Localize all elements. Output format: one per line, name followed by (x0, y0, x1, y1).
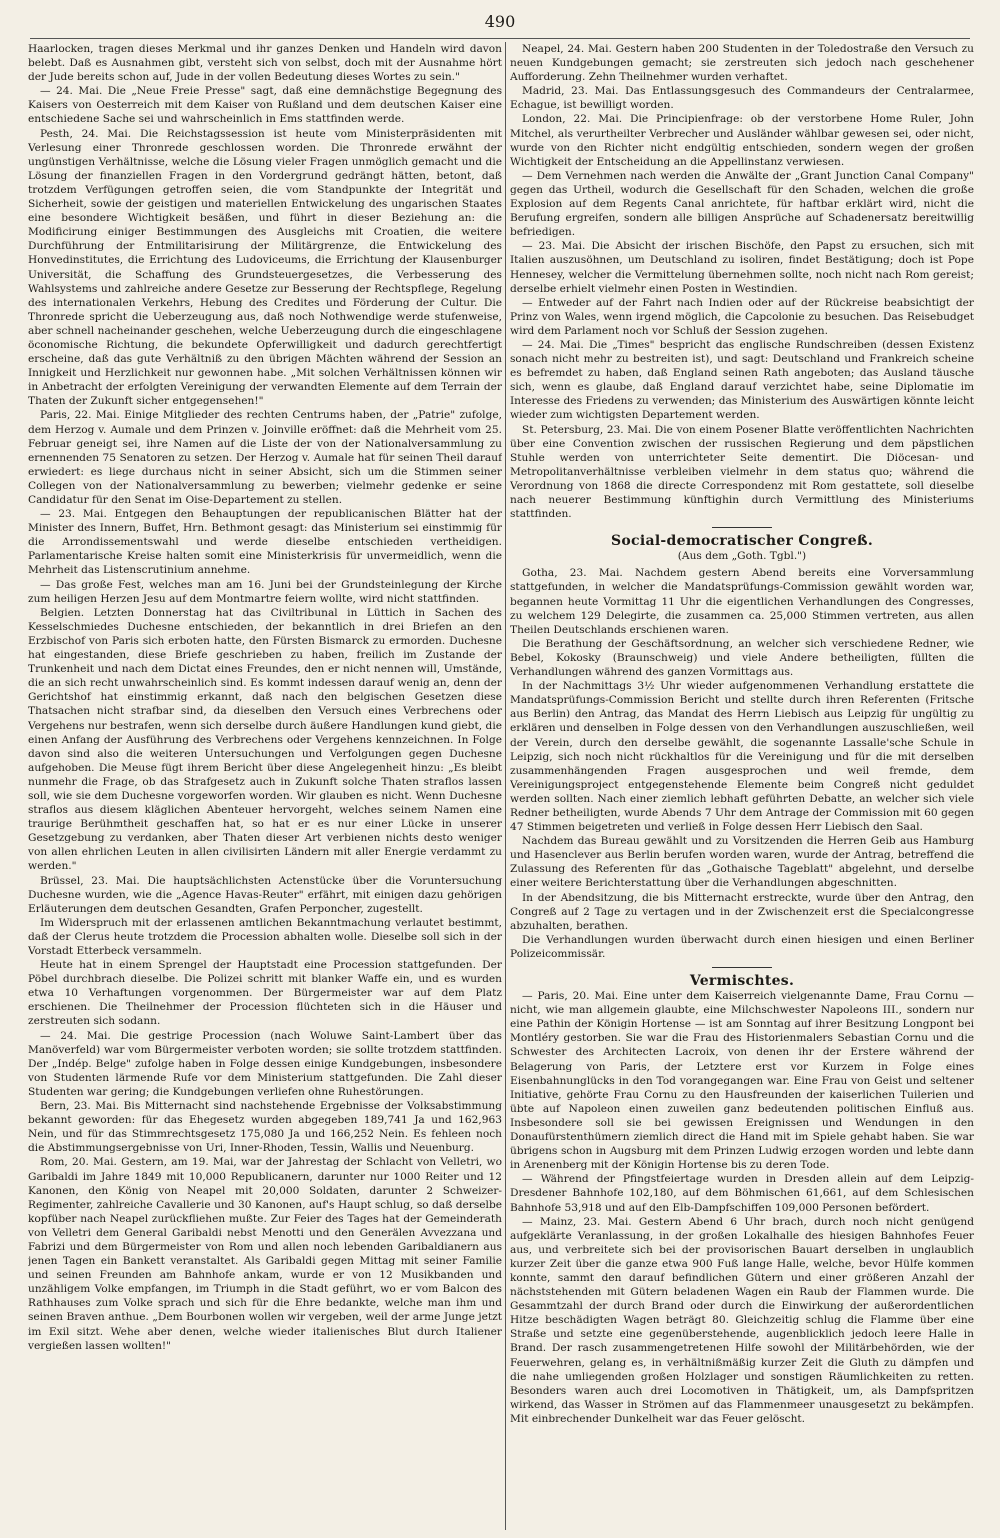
article-paragraph: Haarlocken, tragen dieses Merkmal und ihr ganzes Denken und Handeln wird davon belebt. Daß es Ausnahmen gibt, versteht sich von selbst, doch mit der Ausnahme hört der Jude bereits schon auf, Jude in der vollen Bedeutung dieses Wortes zu sein." (28, 43, 502, 84)
article-paragraph: Bern, 23. Mai. Bis Mitternacht sind nachstehende Ergebnisse der Volksabstimmung bekannt geworden: für das Ehegesetz wurden abgegeben 189,741 Ja und 162,963 Nein, und für das Stimmrechtsgesetz 175,080 Ja und 166,252 Nein. Es fehleen noch die Abstimmungsergebnisse von Uri, Inner-Rhoden, Tessin, Wallis und Neuenburg. (28, 1100, 502, 1155)
article-paragraph: Belgien. Letzten Donnerstag hat das Civiltribunal in Lüttich in Sachen des Kesselschmiedes Duchesne entschieden, der bekanntlich in drei Briefen an den Erzbischof von Paris sich erboten hatte, den Fürsten Bismarck zu ermorden. Duchesne hat eingestanden, diese Briefe geschrieben zu haben, freilich im Zustande der Trunkenheit und nach dem Dictat eines Freundes, den er nicht nennen will, Umstände, die an sich recht unwahrscheinlich sind. Es kommt indessen darauf wenig an, denn der Gerichtshof hat einstimmig erkannt, daß nach den belgischen Gesetzen diese Thatsachen nicht strafbar sind, da dieselben den Versuch eines Verbrechens oder Vergehens nur bestrafen, wenn sich derselbe durch äußere Handlungen kund giebt, die einen Anfang der Ausführung des Verbrechens oder Vergehens kennzeichnen. In Folge davon sind also die weiteren Untersuchungen und Verfolgungen gegen Duchesne aufgehoben. Die Meuse fügt ihrem Bericht über diese Angelegenheit hinzu: „Es bleibt nunmehr die Frage, ob das Strafgesetz auch in Zukunft solche Thaten straflos lassen soll, wie sie dem Duchesne vorgeworfen worden. Wir glauben es nicht. Wenn Duchesne straflos aus diesem kläglichen Abenteuer hervorgeht, welches seinem Namen eine traurige Berühmtheit geschaffen hat, so hat er es nur einer Lücke in unserer Gesetzgebung zu verdanken, aber Thaten dieser Art verbienen nichts desto weniger von allen ehrlichen Leuten in allen civilisirten Ländern mit aller Energie verdammt zu werden." (28, 606, 502, 873)
section-divider (712, 967, 772, 968)
article-paragraph: Im Widerspruch mit der erlassenen amtlichen Bekanntmachung verlautet bestimmt, daß der Clerus heute trotzdem die Procession abhalten wolle. Dieselbe soll sich in der Vorstadt Etterbeck versammeln. (28, 916, 502, 957)
page-number: 490 (484, 12, 516, 31)
article-paragraph: Madrid, 23. Mai. Das Entlassungsgesuch des Commandeurs der Centralarmee, Echague, ist bewilligt worden. (510, 85, 974, 112)
article-paragraph: — Entweder auf der Fahrt nach Indien oder auf der Rückreise beabsichtigt der Prinz von Wales, wenn irgend möglich, die Capcolonie zu besuchen. Das Reisebudget wird dem Parlament noch vor Schluß der Session zugehen. (510, 296, 974, 337)
article-paragraph: — 23. Mai. Entgegen den Behauptungen der republicanischen Blätter hat der Minister des Innern, Buffet, Hrn. Bethmont gesagt: das Ministerium sei einstimmig für die Arrondissementswahl und werde dieselbe entschieden vertheidigen. Parlamentarische Kreise halten somit eine Ministerkrisis für unvermeidlich, wenn die Mehrheit das Listenscrutinium annehme. (28, 508, 502, 577)
article-paragraph: — Dem Vernehmen nach werden die Anwälte der „Grant Junction Canal Company" gegen das Urtheil, wodurch die Gesellschaft für den Schaden, welchen die große Explosion auf dem Regents Canal anrichtete, für haftbar erklärt wird, nicht die Berufung ergreifen, sondern alle billigen Ansprüche auf Schadenersatz bereitwillig befriedigen. (510, 169, 974, 239)
article-paragraph: St. Petersburg, 23. Mai. Die von einem Posener Blatte veröffentlichten Nachrichten über eine Convention zwischen der russischen Regierung und dem päpstlichen Stuhle werden von unterrichteter Seite dementirt. Die Diöcesan- und Metropolitanverhältnisse verbleiben vielmehr in dem status quo; während die Verordnung von 1868 die directe Correspondenz mit Rom gestattete, soll dieselbe nach neuerer Bestimmung künftighin durch Vermittlung des Ministeriums stattfinden. (510, 423, 974, 521)
top-rule (30, 38, 970, 39)
article-paragraph: Die Berathung der Geschäftsordnung, an welcher sich verschiedene Redner, wie Bebel, Kokosky (Braunschweig) und viele Andere betheiligten, füllten die Verhandlungen während des ganzen Vormittags aus. (510, 637, 974, 679)
article-paragraph: Gotha, 23. Mai. Nachdem gestern Abend bereits eine Vorversammlung stattgefunden, in welcher die Mandatsprüfungs-Commission gewählt worden war, begannen heute Vormittag 11 Uhr die eigentlichen Verhandlungen des Congresses, zu welchem 129 Delegirte, die zusammen ca. 25,000 Stimmen vertreten, aus allen Theilen Deutschlands erschienen waren. (510, 567, 974, 636)
section-source: (Aus dem „Goth. Tgbl.") (677, 550, 807, 563)
column-divider (505, 42, 506, 1530)
article-paragraph: — 24. Mai. Die gestrige Procession (nach Woluwe Saint-Lambert über das Manöverfeld) war vom Bürgermeister verboten worden; sie sollte trotzdem stattfinden. Der „Indép. Belge" zufolge haben in Folge dessen einige Kundgebungen, insbesondere von Studenten lärmende Rufe vor dem Ministerium stattgefunden. Die Zahl dieser Studenten war gering; die Kundgebungen verliefen ohne Ruhestörungen. (28, 1029, 502, 1098)
article-paragraph: — 24. Mai. Die „Neue Freie Presse" sagt, daß eine demnächstige Begegnung des Kaisers von Oesterreich mit dem Kaiser von Rußland und dem deutschen Kaiser eine entschiedene Sache sei und wahrscheinlich in Ems stattfinden werde. (28, 85, 502, 126)
article-paragraph: Die Verhandlungen wurden überwacht durch einen hiesigen und einen Berliner Polizeicommissär. (510, 933, 974, 960)
article-paragraph: — Während der Pfingstfeiertage wurden in Dresden allein auf dem Leipzig-Dresdener Bahnhofe 102,180, auf dem Böhmischen 61,661, auf dem Schlesischen Bahnhofe 53,918 und auf den Elb-Dampfschiffen 109,000 Personen befördert. (510, 1173, 974, 1214)
right-column (510, 42, 974, 1522)
article-paragraph: — Paris, 20. Mai. Eine unter dem Kaiserreich vielgenannte Dame, Frau Cornu — nicht, wie man allgemein glaubte, eine Milchschwester Napoleons III., sondern nur eine Pathin der Königin Hortense — ist am Sonntag auf ihrer Besitzung Longpont bei Montléry gestorben. Sie war die Frau des Historienmalers Sebastian Cornu und die Schwester des Architecten Lacroix, von denen ihr der Erstere während der Belagerung von Paris, der Letztere erst vor Kurzem in Folge eines Eisenbahnunglücks in den Tod vorangegangen war. Eine Frau von Geist und seltener Initiative, gehörte Frau Cornu zu den Hausfreunden der kaiserlichen Tuilerien und übte auf Napoleon einen zuweilen ganz bedeutenden politischen Einfluß aus. Insbesondere soll sie bei gewissen Ereignissen und Wendungen in den Donaufürstenthümern ziemlich direct die Hand mit im Spiele gehabt haben. Sie war übrigens schon in Augsburg mit dem Prinzen Ludwig erzogen worden und lebte dann in Arenenberg mit der Königin Hortense bis zu deren Tode. (510, 990, 974, 1172)
article-paragraph: In der Nachmittags 3½ Uhr wieder aufgenommenen Verhandlung erstattete die Mandatsprüfungs-Commission Bericht und stellte durch ihren Referenten (Fritsche aus Berlin) den Antrag, das Mandat des Herrn Liebisch aus Leipzig für ungültig zu erklären und denselben in Folge dessen von den Verhandlungen auszuschließen, weil der Verein, durch den derselbe gewählt, die sogenannte Lassalle'sche Schule in Leipzig, sich noch nicht rückhaltlos für die Vereinigung und für die mit derselben zusammenhängenden Fragen ausgesprochen und weil fremde, dem Vereinigungsproject entgegenstehende Elemente beim Congreß nicht geduldet werden sollten. Nach einer ziemlich lebhaft geführten Debatte, an welcher sich viele Redner betheiligten, wurde Abends 7 Uhr dem Antrage der Commission mit 60 gegen 47 Stimmen beigetreten und verließ in Folge dessen Herr Liebisch den Saal. (510, 680, 974, 834)
article-paragraph: — Das große Fest, welches man am 16. Juni bei der Grundsteinlegung der Kirche zum heiligen Herzen Jesu auf dem Montmartre feiern wollte, wird nicht stattfinden. (28, 578, 502, 605)
article-paragraph: Heute hat in einem Sprengel der Hauptstadt eine Procession stattgefunden. Der Pöbel durchbrach dieselbe. Die Polizei schritt mit blanker Waffe ein, und es wurden etwa 10 Verhaftungen vorgenommen. Der Bürgermeister war auf dem Platz erschienen. Die Theilnehmer der Procession flüchteten sich in die Häuser und zerstreuten sich sodann. (28, 959, 502, 1028)
section-heading-misc: Vermischtes. (689, 973, 795, 989)
article-paragraph: Brüssel, 23. Mai. Die hauptsächlichsten Actenstücke über die Voruntersuchung Duchesne wurden, wie die „Agence Havas-Reuter" erfährt, mit einigen dazu gehörigen Erläuterungen dem deutschen Gesandten, Grafen Perponcher, zugestellt. (28, 874, 502, 915)
article-paragraph: Paris, 22. Mai. Einige Mitglieder des rechten Centrums haben, der „Patrie" zufolge, dem Herzog v. Aumale und dem Prinzen v. Joinville eröffnet: daß die Mehrheit vom 25. Februar geneigt sei, ihre Namen auf die Liste der von der Nationalversammlung zu ernennenden 75 Senatoren zu setzen. Der Herzog v. Aumale hat für seinen Theil darauf erwiedert: es liege durchaus nicht in seiner Absicht, sich um die Stimmen seiner Collegen von der Nationalversammlung zu bewerben; vielmehr gedenke er seine Candidatur für den Senat im Oise-Departement zu stellen. (28, 409, 502, 506)
article-paragraph: — 24. Mai. Die „Times" bespricht das englische Rundschreiben (dessen Existenz sonach nicht mehr zu bestreiten ist), und sagt: Deutschland und Frankreich scheine es befremdet zu haben, daß England seinen Rath angeboten; das Ausland täusche sich, wenn es glaube, daß England darauf verzichtet habe, seine Diplomatie im Interesse des Friedens zu verwenden; das Ministerium des Auswärtigen könnte leicht wieder zum wichtigsten Departement werden. (510, 338, 974, 422)
article-paragraph: Neapel, 24. Mai. Gestern haben 200 Studenten in der Toledostraße den Versuch zu neuen Kundgebungen gemacht; sie zerstreuten sich jedoch nach geschehener Aufforderung. Zehn Theilnehmer wurden verhaftet. (510, 43, 974, 84)
article-paragraph: Pesth, 24. Mai. Die Reichstagssession ist heute vom Ministerpräsidenten mit Verlesung einer Thronrede geschlossen worden. Die Thronrede erwähnt der ungünstigen Verhältnisse, welche die Lösung vieler Fragen unmöglich gemacht und die Lösung der finanziellen Fragen in den Vordergrund gedrängt hätten, betont, daß trotzdem Verfügungen getroffen seien, die vom Standpunkte der Integrität und Sicherheit, sowie der geistigen und materiellen Entwickelung des ungarischen Staates eine besondere Wichtigkeit besäßen, und führt in dieser Beziehung an: die Modificirung einiger Bestimmungen des Ausgleichs mit Croatien, die weitere Durchführung der Entmilitarisirung der Militärgrenze, die Entwickelung des Honvedinstitutes, die Errichtung des Ludoviceums, die Errichtung der Klausenburger Universität, die Schaffung des Grundsteuergesetzes, die Verbesserung des Wahlsystems und zahlreiche andere Gesetze zur Besserung der Rechtspflege, Regelung des internationalen Verkehrs, Hebung des Credites und Förderung der Cultur. Die Thronrede spricht die Ueberzeugung aus, daß noch Nothwendige werde stufenweise, aber schnell nacheinander geschehen, welche Ueberzeugung durch die eingeschlagene öconomische Richtung, die bekundete Opferwilligkeit und dadurch gerechtfertigt erscheine, daß das gute Verhältniß zu den übrigen Mächten während der Session an Innigkeit und Herzlichkeit nur gewonnen habe. „Mit solchen Verhältnissen können wir in Anbetracht der erfolgten Vereinigung der verwandten Elemente auf dem Terrain der Thaten der Zukunft sicher entgegensehen!" (28, 127, 502, 408)
article-paragraph: London, 22. Mai. Die Principienfrage: ob der verstorbene Home Ruler, John Mitchel, als verurtheilter Verbrecher und Ausländer wählbar gewesen sei, oder nicht, wurde von den Richter nicht endgültig entschieden, sondern wegen der großen Wichtigkeit der Entscheidung an die Appellinstanz verwiesen. (510, 113, 974, 168)
article-paragraph: — Mainz, 23. Mai. Gestern Abend 6 Uhr brach, durch noch nicht genügend aufgeklärte Veranlassung, in der großen Lokalhalle des hiesigen Bahnhofes Feuer aus, und verbreitete sich bei der provisorischen Bauart derselben in unglaublich kurzer Zeit über die ganze etwa 900 Fuß lange Halle, welche, bevor Hülfe kommen konnte, sammt den darauf befindlichen Gütern und einer größeren Anzahl der nächststehenden mit Gütern beladenen Wagen ein Raub der Flammen wurde. Die Gesammtzahl der durch Brand oder durch die Einwirkung der außerordentlichen Hitze beschädigten Wagen beträgt 80. Gleichzeitig schlug die Flamme über eine Straße und setzte eine gegenüberstehende, augenblicklich jedoch leere Halle in Brand. Der rasch zusammengetretenen Hilfe sowohl der Militärbehörden, wie der Feuerwehren, gelang es, in verhältnißmäßig kurzer Zeit die Gluth zu dämpfen und die nahe umliegenden großen Holzlager und sonstigen Räumlichkeiten zu retten. Besonders waren auch drei Locomotiven in Thätigkeit, um, als Dampfspritzen wirkend, das Wasser in Strömen auf das Flammenmeer unausgesetzt zu bekämpfen. Mit einbrechender Dunkelheit war das Feuer gelöscht. (510, 1215, 974, 1425)
section-heading-congress: Social-democratischer Congreß. (610, 533, 874, 550)
article-paragraph: Rom, 20. Mai. Gestern, am 19. Mai, war der Jahrestag der Schlacht von Velletri, wo Garibaldi im Jahre 1849 mit 10,000 Republicanern, darunter nur 1000 Reiter und 12 Kanonen, den König von Neapel mit 20,000 Soldaten, darunter 2 Schweizer-Regimenter, zahlreiche Cavallerie und 30 Kanonen, auf's Haupt schlug, so daß derselbe kopfüber nach Neapel zurückfliehen mußte. Zur Feier des Tages hat der Gemeinderath von Velletri dem General Garibaldi nebst Menotti und den Generälen Avvezzana und Fabrizi und dem Bürgermeister von Rom und allen noch lebenden Garibaldianern aus jenen Tagen ein Bankett veranstaltet. Als Garibaldi gegen Mittag mit seiner Familie und seinen Freunden am Bahnhofe ankam, wurde er von 12 Musikbanden und unzähligem Volke empfangen, im Triumph in die Stadt geführt, wo er vom Balcon des Rathhauses zum Volke sprach und sich für die Ehre bedankte, welche man ihm und seinen Braven anthue. „Dem Bourbonen wollen wir vergeben, weil der arme Junge jetzt im Exil sitzt. Wehe aber denen, welche wieder italienisches Blut durch Italiener vergießen lassen wollten!" (28, 1156, 502, 1352)
left-column (28, 42, 502, 1522)
article-paragraph: Nachdem das Bureau gewählt und zu Vorsitzenden die Herren Geib aus Hamburg und Hasenclever aus Berlin berufen worden waren, wurde der Antrag, betreffend die Zulassung des Referenten für das „Gothaische Tageblatt" abgelehnt, und derselbe einer weitere Berichterstattung über die Verhandlungen abgeschnitten. (510, 835, 974, 890)
article-paragraph: In der Abendsitzung, die bis Mitternacht erstreckte, wurde über den Antrag, den Congreß auf 2 Tage zu vertagen und in der Zwischenzeit erst die Specialcongresse abzuhalten, berathen. (510, 891, 974, 932)
section-divider (712, 527, 772, 528)
article-paragraph: — 23. Mai. Die Absicht der irischen Bischöfe, den Papst zu ersuchen, sich mit Italien auszusöhnen, um Deutschland zu isoliren, findet Bestätigung; doch ist Pope Hennesey, welcher die Vermittelung übernehmen sollte, noch nicht nach Rom gereist; derselbe erhielt vielmehr einen Posten in Westindien. (510, 240, 974, 295)
